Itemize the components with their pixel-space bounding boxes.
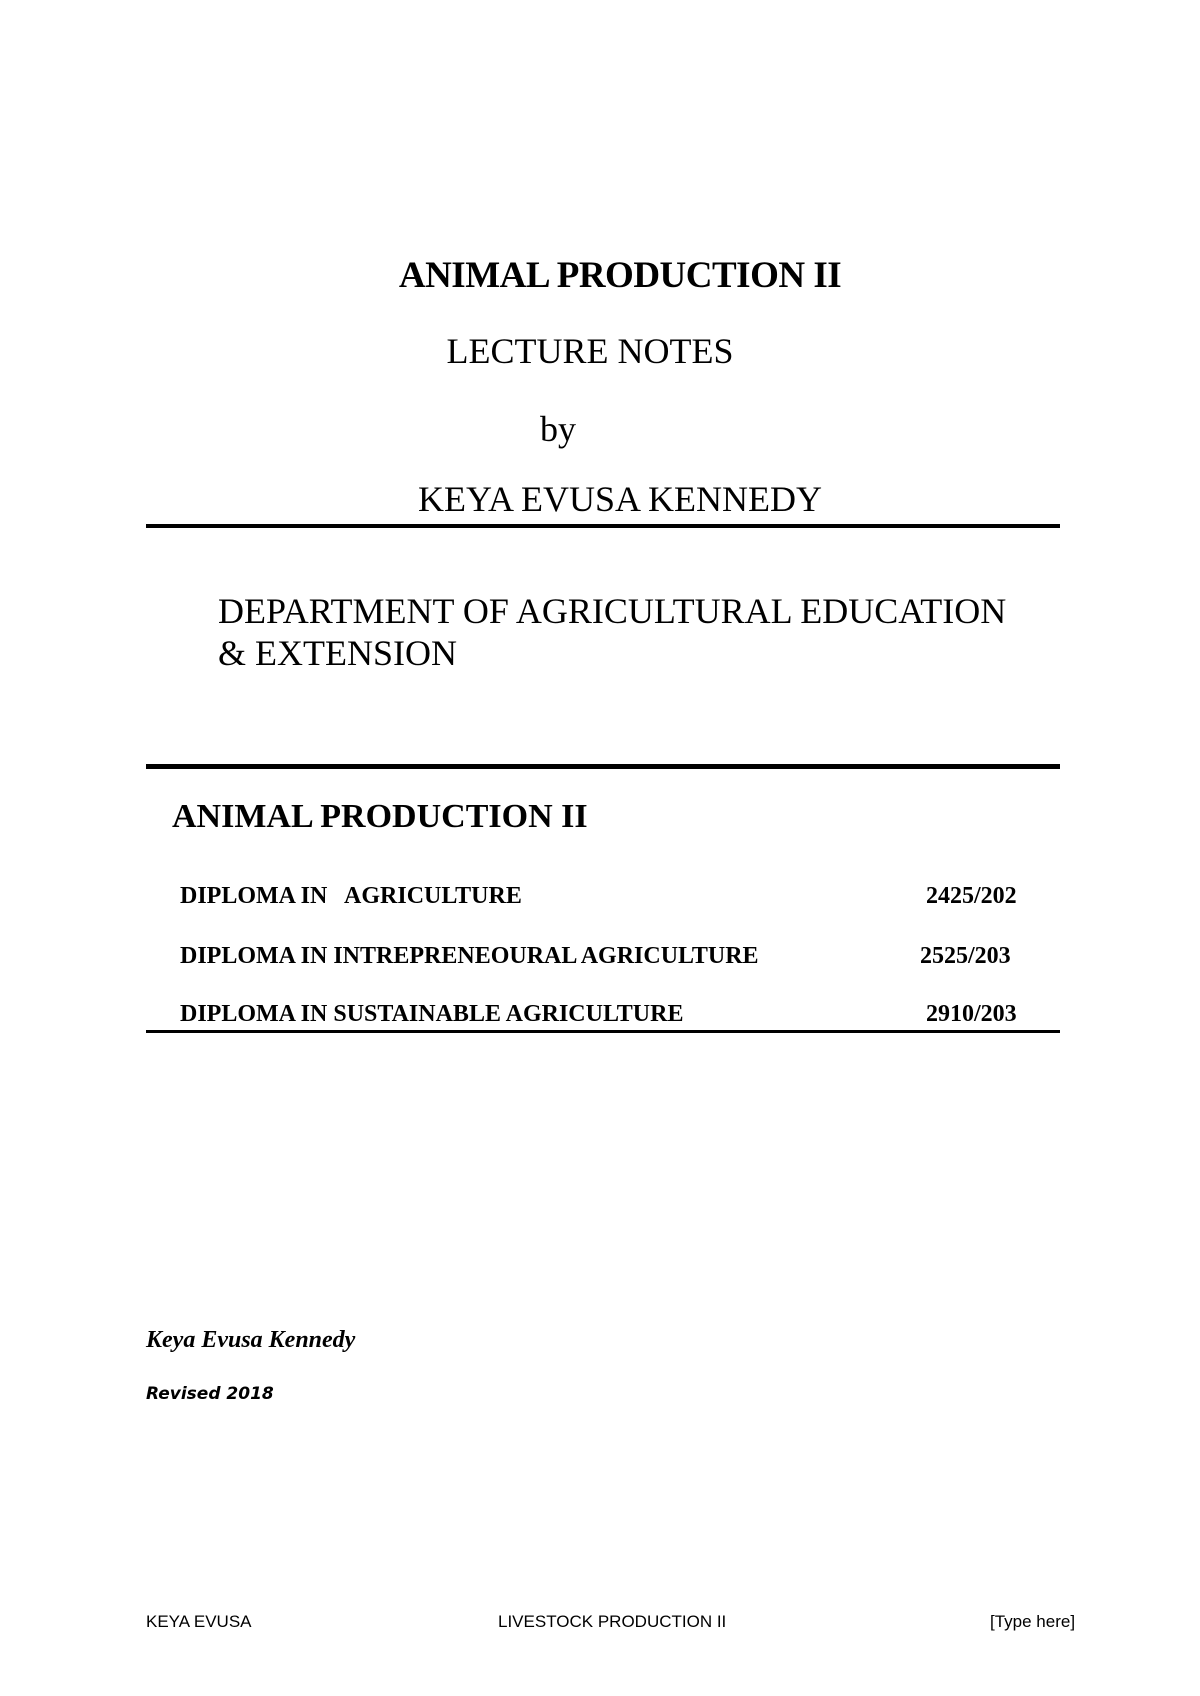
course-name: DIPLOMA IN SUSTAINABLE AGRICULTURE — [180, 1001, 684, 1027]
divider-middle — [146, 764, 1060, 769]
footer-center: LIVESTOCK PRODUCTION II — [498, 1612, 727, 1631]
course-row — [180, 883, 1032, 910]
department-name: DEPARTMENT OF AGRICULTURAL EDUCATION & EXTENSION — [218, 591, 1007, 673]
signature-name: Keya Evusa Kennedy — [146, 1327, 356, 1353]
courses-heading: ANIMAL PRODUCTION II — [172, 798, 588, 835]
course-name: DIPLOMA IN AGRICULTURE — [180, 883, 522, 909]
course-row — [180, 943, 1032, 970]
divider-top — [146, 524, 1060, 528]
author-name: KEYA EVUSA KENNEDY — [418, 479, 822, 519]
by-label: by — [540, 409, 576, 449]
revision-note: Revised 2018 — [146, 1384, 274, 1404]
course-code: 2525/203 — [920, 943, 1011, 969]
course-code: 2425/202 — [926, 883, 1017, 909]
footer-right: [Type here] — [990, 1612, 1076, 1631]
divider-bottom — [146, 1030, 1060, 1033]
course-code: 2910/203 — [926, 1001, 1017, 1027]
footer-left: KEYA EVUSA — [146, 1612, 252, 1631]
document-subtitle: LECTURE NOTES — [446, 331, 734, 371]
course-row — [180, 1001, 1032, 1028]
document-title: ANIMAL PRODUCTION II — [398, 255, 842, 296]
course-name: DIPLOMA IN INTREPRENEOURAL AGRICULTURE — [180, 943, 759, 969]
